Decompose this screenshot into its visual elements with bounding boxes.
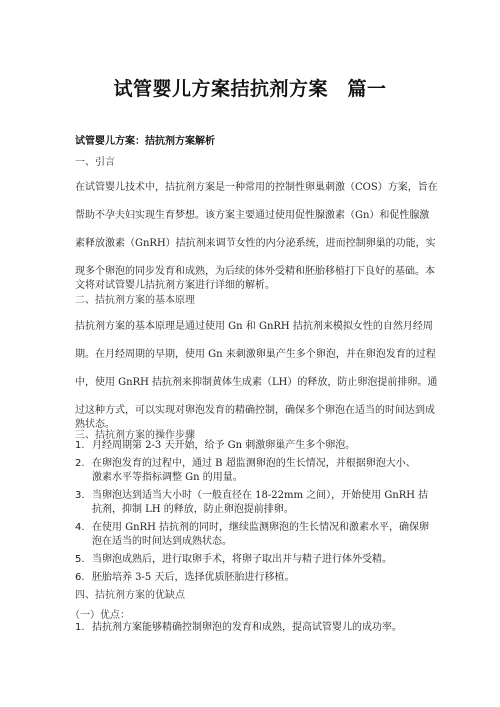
list-item [75, 553, 437, 567]
list-number: 3. [75, 490, 85, 501]
list-text: 激素水平等指标调整 Gn 的用量。 [92, 472, 243, 483]
section-heading-steps: 三、拮抗剂方案的操作步骤 [75, 430, 195, 441]
list-item [75, 621, 437, 635]
list-number: 1. [75, 622, 85, 633]
list-text: 当卵泡达到适当大小时（一般直径在 18-22mm 之间），开始使用 GnRH 拮 [92, 490, 429, 501]
list-text: 胚胎培养 3-5 天后，选择优质胚胎进行移植。 [92, 572, 295, 583]
paragraph-line: 素释放激素（GnRH）拮抗剂来调节女性的内分泌系统，进而控制卵巢的功能，实 [75, 238, 436, 249]
section-heading-pros-cons: 四、拮抗剂方案的优缺点 [75, 590, 185, 601]
list-text: 拮抗剂方案能够精确控制卵泡的发育和成熟，提高试管婴儿的成功率。 [92, 622, 402, 633]
list-item [75, 571, 437, 585]
paragraph-line: 中，使用 GnRH 拮抗剂来抑制黄体生成素（LH）的释放，防止卵泡提前排卵。通 [75, 377, 438, 388]
section-heading-principle: 二、拮抗剂方案的基本原理 [75, 295, 195, 306]
list-number: 2. [75, 458, 85, 469]
paragraph-line: 熟状态。 [75, 419, 115, 430]
list-item [75, 457, 437, 485]
page-title: 试管婴儿方案拮抗剂方案 篇一 [113, 78, 387, 100]
list-text: 在使用 GnRH 拮抗剂的同时，继续监测卵泡的生长情况和激素水平，确保卵 [92, 522, 430, 533]
list-text: 在卵泡发育的过程中，通过 B 超监测卵泡的生长情况，并根据卵泡大小、 [92, 458, 416, 469]
list-item [75, 521, 437, 549]
paragraph-line: 拮抗剂方案的基本原理是通过使用 Gn 和 GnRH 拮抗剂来模拟女性的自然月经周 [75, 321, 433, 332]
list-number: 6. [75, 572, 85, 583]
intro-paragraph [75, 181, 437, 293]
paragraph-line: 文将对试管婴儿拮抗剂方案进行详细的解析。 [75, 280, 275, 291]
paragraph-line: 过这种方式，可以实现对卵泡发育的精确控制，确保多个卵泡在适当的时间达到成 [75, 405, 435, 416]
paragraph-line: 在试管婴儿技术中，拮抗剂方案是一种常用的控制性卵巢刺激（COS）方案，旨在 [75, 182, 438, 193]
list-text: 当卵泡成熟后，进行取卵手术，将卵子取出并与精子进行体外受精。 [92, 554, 392, 565]
list-item [75, 439, 437, 453]
list-text: 泡在适当的时间达到成熟状态。 [92, 536, 232, 547]
steps-list [75, 439, 437, 589]
paragraph-line: 期。在月经周期的早期，使用 Gn 来刺激卵巢产生多个卵泡，并在卵泡发育的过程 [75, 349, 436, 360]
principle-paragraph [75, 320, 437, 432]
list-number: 4. [75, 522, 85, 533]
list-text: 月经周期第 2-3 天开始，给予 Gn 刺激卵巢产生多个卵泡。 [92, 440, 356, 451]
list-number: 1. [75, 440, 85, 451]
paragraph-line: 帮助不孕夫妇实现生育梦想。该方案主要通过使用促性腺激素（Gn）和促性腺激 [75, 210, 430, 221]
paragraph-line: 现多个卵泡的同步发育和成熟，为后续的体外受精和胚胎移植打下良好的基础。本 [75, 266, 435, 277]
list-item [75, 489, 437, 517]
sub-heading-advantages: （一）优点： [70, 610, 130, 621]
list-text: 抗剂，抑制 LH 的释放，防止卵泡提前排卵。 [92, 504, 294, 515]
section-heading-intro: 一、引言 [75, 157, 115, 168]
document-subtitle: 试管婴儿方案：拮抗剂方案解析 [75, 136, 215, 147]
list-number: 5. [75, 554, 85, 565]
advantages-list [75, 621, 437, 639]
